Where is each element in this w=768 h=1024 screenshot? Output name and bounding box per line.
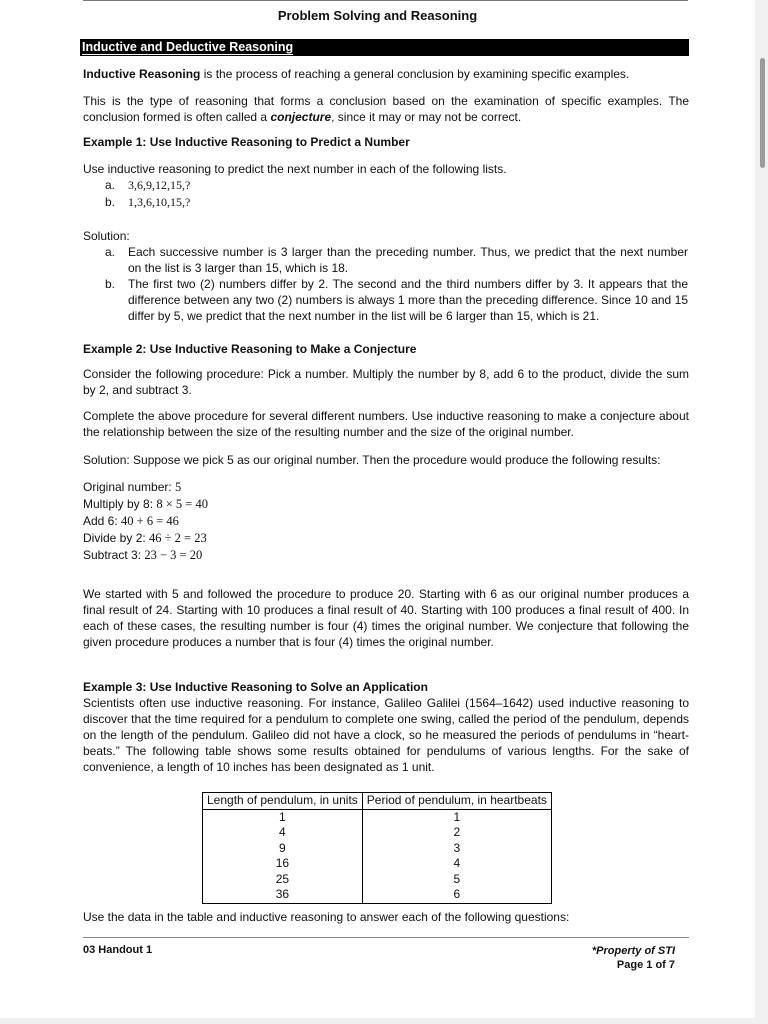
header-period: Period of pendulum, in heartbeats [362, 793, 551, 810]
table-followup: Use the data in the table and inductive reasoning to answer each of the following questions: [83, 910, 570, 924]
table-row [203, 856, 552, 872]
cell-period: 6 [362, 887, 551, 903]
step-subtract [83, 547, 689, 564]
table-row [203, 809, 552, 825]
list-a: 3,6,9,12,15,? [128, 178, 191, 192]
step-multiply [83, 496, 689, 513]
cell-period: 2 [362, 825, 551, 841]
example2-heading: Example 2: Use Inductive Reasoning to Make a Conjecture [83, 342, 417, 356]
step-expr: 40 + 6 = 46 [121, 514, 179, 528]
inductive-definition [83, 66, 689, 82]
step-add [83, 513, 689, 530]
step-label: Divide by 2: [83, 531, 150, 545]
footer-property: *Property of STI [591, 945, 675, 957]
example3-heading: Example 3: Use Inductive Reasoning to Solve an Application [83, 680, 428, 694]
footer-rule [83, 937, 689, 938]
page-title: Problem Solving and Reasoning [277, 8, 478, 23]
table-row [203, 887, 552, 903]
footer-page-number: Page 1 of 7 [616, 959, 675, 971]
example2-task: Complete the above procedure for several different numbers. Use inductive reasoning to make a conjecture about the relationship between the size of the resulting number and the size of the original number. [83, 409, 689, 439]
footer-right [592, 944, 675, 972]
definition-text: is the process of reaching a general conclusion by examining specific examples. [200, 67, 630, 81]
cell-length: 25 [203, 872, 363, 888]
cell-period: 3 [362, 841, 551, 857]
conjecture-text-a: This is the type of reasoning that forms a conclusion based on the examination of specific examples. The conclusion formed is often called a [83, 94, 689, 124]
vertical-scrollbar[interactable] [755, 0, 768, 1024]
solution-b-letter: b. [105, 277, 116, 291]
cell-period: 4 [362, 856, 551, 872]
cell-period: 5 [362, 872, 551, 888]
step-expr: 46 ÷ 2 = 23 [149, 531, 207, 545]
scrollbar-thumb[interactable] [760, 58, 765, 168]
step-original [83, 479, 689, 496]
step-label: Multiply by 8: [83, 497, 157, 511]
cell-length: 36 [203, 887, 363, 903]
step-label: Subtract 3: [83, 548, 145, 562]
cell-length: 9 [203, 841, 363, 857]
table-row [203, 825, 552, 841]
pendulum-table [202, 792, 552, 904]
step-expr: 5 [175, 480, 182, 494]
example1-heading: Example 1: Use Inductive Reasoning to Predict a Number [83, 135, 410, 149]
header-rule [83, 0, 688, 1]
cell-period: 1 [362, 809, 551, 825]
example1-prompt: Use inductive reasoning to predict the next number in each of the following lists. [83, 162, 507, 176]
table-row [203, 872, 552, 888]
section-title-bar [80, 39, 689, 56]
conjecture-text-b: , since it may or may not be correct. [331, 110, 522, 124]
section-title: Inductive and Deductive Reasoning [82, 40, 294, 54]
example3-paragraph: Scientists often use inductive reasoning. For instance, Galileo Galilei (1564–1642) used inductive reasoning to discover that the time required for a pendulum to complete one swing, called the period of the pendulum, depends on the length of the pendulum. Galileo did not have a clock, so he measured the periods of pendulums in “heart-beats.” The following table shows some results obtained for pendulums of various lengths. For the sake of convenience, a length of 10 inches has been designated as 1 unit. [83, 696, 689, 774]
table-header-row [203, 793, 552, 810]
example2-conclusion: We started with 5 and followed the procedure to produce 20. Starting with 6 as our original number produces a final result of 24. Starting with 10 produces a final result of 40. Starting with 100 produces a final result of 400. In each of these cases, the resulting number is four (4) times the original number. We conjecture that following the given procedure produces a number that is four (4) times the original number. [83, 587, 689, 649]
procedure-steps [83, 479, 689, 564]
step-label: Add 6: [83, 514, 122, 528]
definition-term: Inductive Reasoning [83, 67, 201, 81]
solution-b: The first two (2) numbers differ by 2. The second and the third numbers differ by 3. It appears that the difference between any two (2) numbers is always 1 more than the preceding difference. Since 10 and 15 differ by 5, we predict that the next number in the list will be 6 larger than 15, which is 21. [128, 277, 688, 323]
step-divide [83, 530, 689, 547]
footer-handout: 03 Handout 1 [83, 944, 153, 956]
list-a-letter: a. [105, 178, 116, 192]
table-row [203, 841, 552, 857]
solution-a: Each successive number is 3 larger than the preceding number. Thus, we predict that the next number on the list is 3 larger than 15, which is 18. [128, 245, 688, 275]
conjecture-term: conjecture [270, 110, 332, 124]
step-expr: 23 − 3 = 20 [144, 548, 203, 562]
solution-a-letter: a. [105, 245, 116, 259]
cell-length: 1 [203, 809, 363, 825]
conjecture-paragraph [83, 93, 689, 125]
list-b-letter: b. [105, 195, 116, 209]
list-b: 1,3,6,10,15,? [128, 195, 191, 209]
step-expr: 8 × 5 = 40 [156, 497, 208, 511]
header-length: Length of pendulum, in units [203, 793, 363, 810]
cell-length: 4 [203, 825, 363, 841]
example2-procedure: Consider the following procedure: Pick a number. Multiply the number by 8, add 6 to the product, divide the sum by 2, and subtract 3. [83, 367, 689, 397]
example2-solution: Solution: Suppose we pick 5 as our original number. Then the procedure would produce the following results: [83, 453, 661, 467]
solution-label: Solution: [83, 229, 130, 243]
step-label: Original number: [83, 480, 176, 494]
cell-length: 16 [203, 856, 363, 872]
